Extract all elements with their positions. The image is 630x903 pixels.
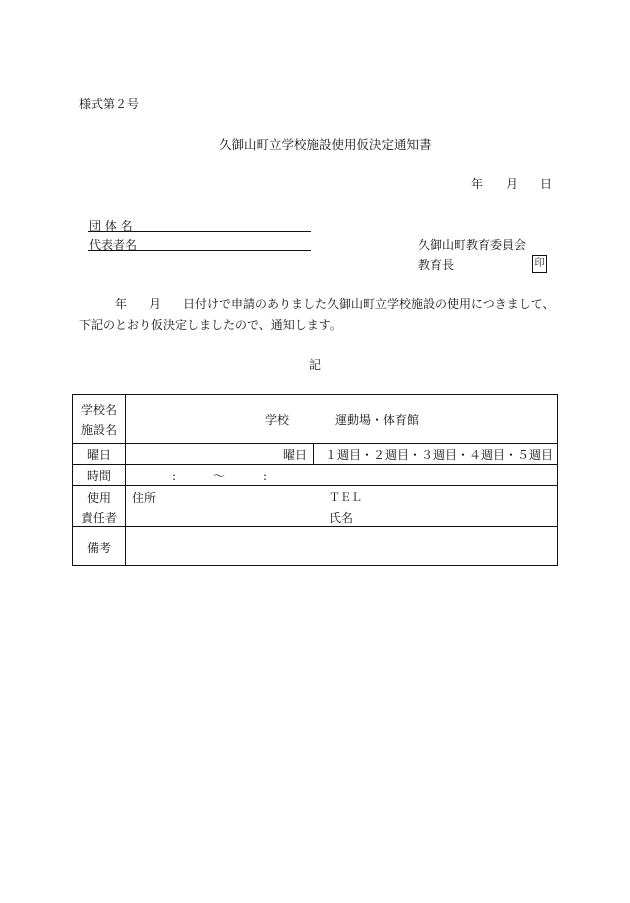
weekday-label: 曜日 (87, 448, 112, 462)
body-line-1: 日付けで申請のありました久御山町立学校施設の使用につきまして、 (183, 297, 555, 311)
document-title: 久御山町立学校施設使用仮決定通知書 (219, 137, 432, 152)
address-label: 住所 (132, 491, 157, 505)
tel-label: ＴＥＬ (329, 491, 362, 504)
form-number: 様式第２号 (79, 97, 140, 111)
body-month-label: 月 (149, 297, 162, 311)
row-divider (73, 526, 557, 527)
group-name-label: 団 体 名 (89, 219, 133, 233)
form-table (72, 394, 558, 566)
time-tilde: ～ (213, 469, 226, 483)
facility-name-label: 施設名 (81, 423, 118, 437)
remarks-label: 備考 (87, 541, 112, 555)
row-divider (73, 464, 557, 465)
time-colon-start: : (172, 469, 177, 483)
date-month-label: 月 (506, 177, 519, 191)
responsible-label-2: 責任者 (81, 511, 118, 525)
school-suffix: 学校 (265, 413, 290, 427)
row-divider (73, 443, 557, 444)
weekday-column-divider (313, 443, 314, 464)
name-label: 氏名 (329, 511, 354, 525)
date-year-label: 年 (471, 177, 484, 191)
group-name-underline (88, 231, 311, 232)
issuer-org: 久御山町教育委員会 (418, 238, 527, 252)
responsible-label-1: 使用 (87, 491, 112, 505)
label-column-divider (125, 395, 126, 566)
row-divider (73, 485, 557, 486)
issuer-title: 教育長 (418, 258, 455, 272)
weekday-suffix: 曜日 (283, 448, 308, 462)
representative-label: 代表者名 (89, 238, 138, 252)
week-options: １週目・２週目・３週目・４週目・５週目 (325, 448, 554, 462)
time-label: 時間 (87, 469, 112, 483)
school-name-label: 学校名 (81, 403, 118, 417)
date-day-label: 日 (540, 177, 553, 191)
body-year-label: 年 (115, 297, 128, 311)
ki-heading: 記 (309, 358, 322, 372)
time-colon-end: : (263, 469, 268, 483)
representative-underline (88, 250, 311, 251)
body-line-2: 下記のとおり仮決定しましたので、通知します。 (79, 318, 342, 332)
seal-stamp: 印 (532, 255, 547, 273)
facility-options: 運動場・体育館 (335, 413, 420, 427)
